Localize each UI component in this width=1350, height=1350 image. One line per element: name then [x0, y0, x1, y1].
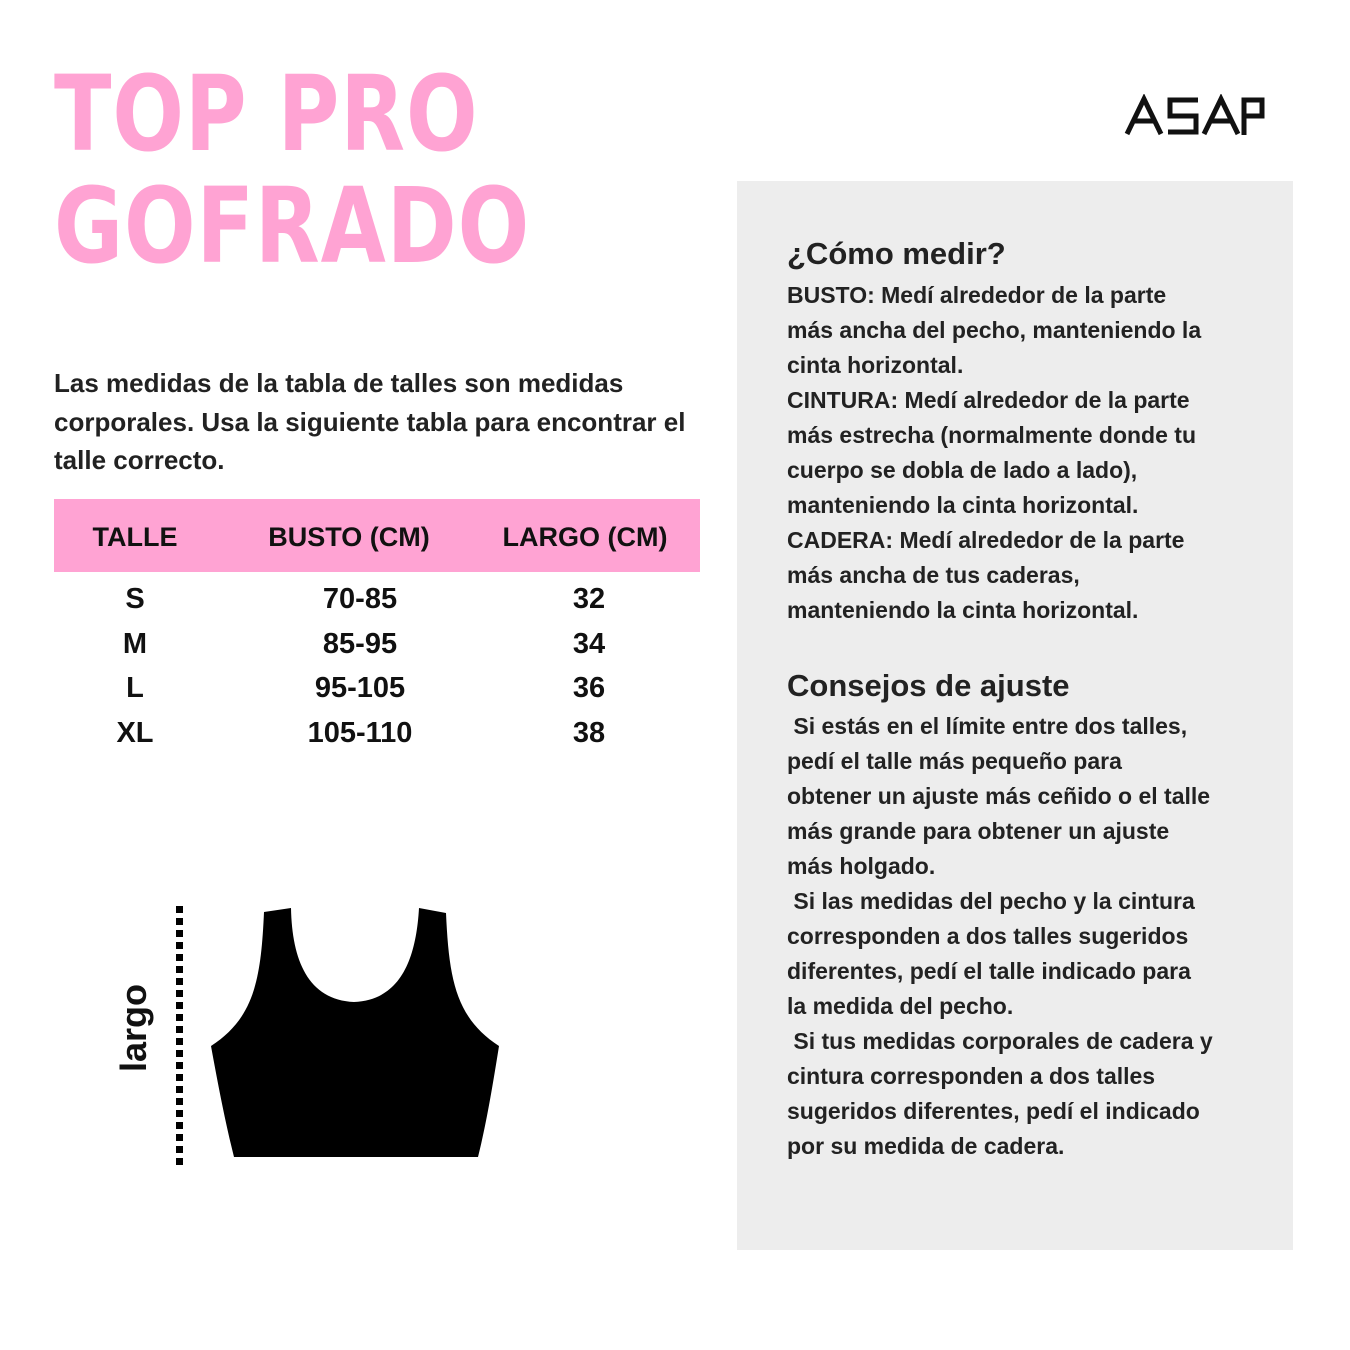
cell-size: S — [125, 583, 145, 615]
text-line: cinta horizontal. — [787, 352, 964, 378]
cell-size: L — [126, 672, 144, 704]
info-panel — [737, 181, 1293, 1250]
column-header-busto: BUSTO (CM) — [268, 522, 430, 552]
text-line: BUSTO: Medí alrededor de la parte — [787, 282, 1167, 308]
text-line: por su medida de cadera. — [787, 1133, 1065, 1159]
text-line: manteniendo la cinta horizontal. — [787, 597, 1139, 623]
size-table-header — [54, 499, 700, 572]
fit-tips-text — [787, 709, 1287, 1164]
text-line: cintura corresponden a dos talles — [787, 1063, 1156, 1089]
brand-logo — [1124, 94, 1268, 138]
column-header-largo: LARGO (CM) — [502, 522, 668, 552]
cell-length: 36 — [572, 672, 606, 704]
text-line: más grande para obtener un ajuste — [787, 818, 1170, 844]
intro-text: Las medidas de la tabla de talles son medidas corporales. Usa la siguiente tabla para encontrar el talle correcto. — [54, 368, 686, 475]
text-line: sugeridos diferentes, pedí el indicado — [787, 1098, 1200, 1124]
product-title-line-2: GOFRADO — [54, 165, 531, 287]
text-line: más ancha del pecho, manteniendo la — [787, 317, 1202, 343]
text-line: Si estás en el límite entre dos talles, — [787, 713, 1188, 739]
crop-top-silhouette-icon — [206, 900, 502, 1160]
text-line: la medida del pecho. — [787, 993, 1014, 1019]
how-to-measure-heading: ¿Cómo medir? — [787, 236, 1006, 271]
text-line: cuerpo se dobla de lado a lado), — [787, 457, 1138, 483]
largo-label: largo — [113, 983, 154, 1072]
length-dotted-line — [176, 906, 183, 1166]
cell-size: M — [122, 628, 148, 660]
text-line: más estrecha (normalmente donde tu — [787, 422, 1196, 448]
cell-bust: 70-85 — [322, 583, 398, 615]
text-line: CADERA: Medí alrededor de la parte — [787, 527, 1185, 553]
product-title — [54, 53, 531, 287]
text-line: Si tus medidas corporales de cadera y — [787, 1028, 1213, 1054]
cell-bust: 85-95 — [322, 628, 398, 660]
how-to-measure-text — [787, 278, 1287, 628]
text-line: diferentes, pedí el talle indicado para — [787, 958, 1191, 984]
text-line: obtener un ajuste más ceñido o el talle — [787, 783, 1211, 809]
cell-length: 34 — [572, 628, 606, 660]
product-title-line-1: TOP PRO — [54, 53, 479, 175]
text-line: más holgado. — [787, 853, 936, 879]
text-line: pedí el talle más pequeño para — [787, 748, 1122, 774]
cell-length: 38 — [572, 717, 606, 749]
fit-tips-heading: Consejos de ajuste — [787, 668, 1070, 703]
text-line: manteniendo la cinta horizontal. — [787, 492, 1139, 518]
text-line: CINTURA: Medí alrededor de la parte — [787, 387, 1190, 413]
cell-size: XL — [116, 717, 154, 749]
text-line: más ancha de tus caderas, — [787, 562, 1080, 588]
cell-bust: 105-110 — [307, 717, 413, 749]
column-header-talle: TALLE — [92, 522, 178, 552]
text-line: corresponden a dos talles sugeridos — [787, 923, 1189, 949]
cell-length: 32 — [572, 583, 606, 615]
text-line: Si las medidas del pecho y la cintura — [787, 888, 1195, 914]
cell-bust: 95-105 — [314, 672, 406, 704]
